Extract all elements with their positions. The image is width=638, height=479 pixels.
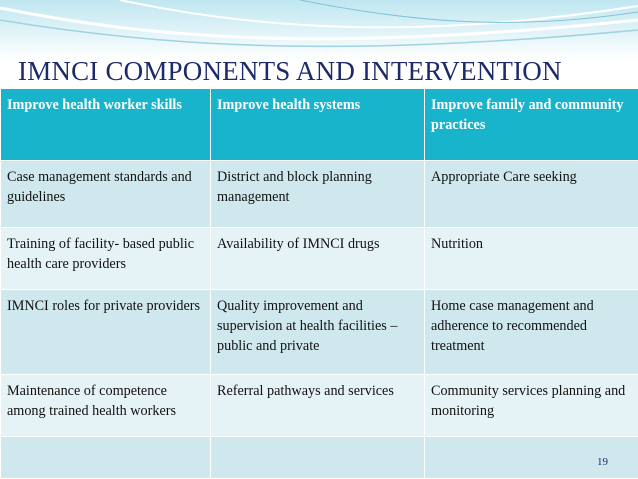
table-cell: Case management standards and guidelines xyxy=(1,161,211,228)
slide-title: IMNCI COMPONENTS AND INTERVENTION xyxy=(18,56,628,87)
table-cell: Maintenance of competence among trained health workers xyxy=(1,375,211,437)
decorative-wave-banner xyxy=(0,0,638,60)
components-table xyxy=(0,88,638,479)
table-cell xyxy=(211,437,425,479)
table-cell: IMNCI roles for private providers xyxy=(1,290,211,375)
table-cell: District and block planning management xyxy=(211,161,425,228)
table-row xyxy=(1,437,638,479)
table-cell: Community services planning and monitoring xyxy=(425,375,638,437)
table-cell: Appropriate Care seeking xyxy=(425,161,638,228)
table-cell: Home case management and adherence to recommended treatment xyxy=(425,290,638,375)
table-header-row xyxy=(1,89,638,161)
table-row xyxy=(1,375,638,437)
table-cell: Availability of IMNCI drugs xyxy=(211,228,425,290)
table-cell: Referral pathways and services xyxy=(211,375,425,437)
table-cell: Training of facility- based public health care providers xyxy=(1,228,211,290)
table-cell xyxy=(1,437,211,479)
table-row xyxy=(1,290,638,375)
table-row xyxy=(1,161,638,228)
column-header: Improve family and community practices xyxy=(425,89,638,161)
table-cell: Nutrition xyxy=(425,228,638,290)
table-row xyxy=(1,228,638,290)
page-number: 19 xyxy=(597,456,608,468)
table-cell: Quality improvement and supervision at health facilities – public and private xyxy=(211,290,425,375)
column-header: Improve health worker skills xyxy=(1,89,211,161)
column-header: Improve health systems xyxy=(211,89,425,161)
